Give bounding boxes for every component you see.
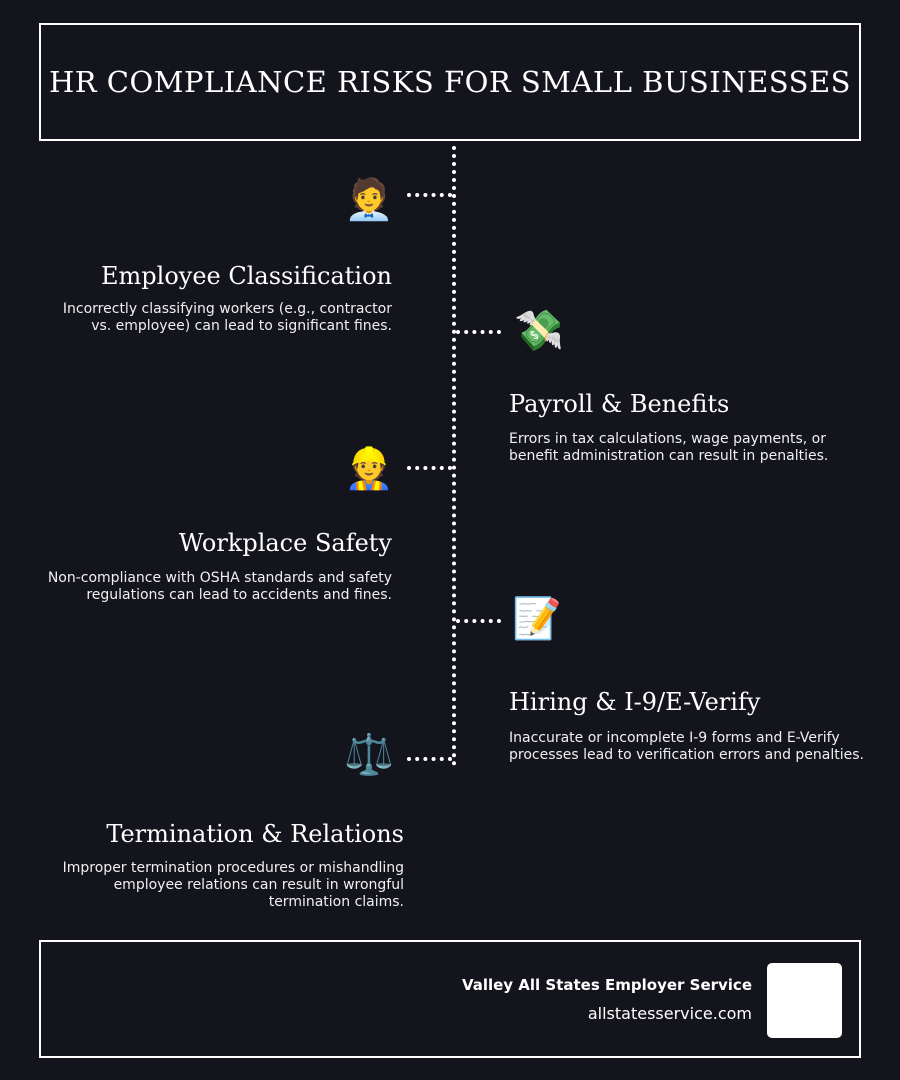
title-banner [39,23,861,141]
office-worker-icon: 🧑‍💼 [344,177,394,223]
item-title-employee-classification: Employee Classification [101,262,392,290]
page-title: HR COMPLIANCE RISKS FOR SMALL BUSINESSES [48,65,852,99]
item-title-hiring-i9: Hiring & I-9/E-Verify [509,688,761,716]
item-title-termination-relations: Termination & Relations [106,820,404,848]
money-with-wings-icon: 💸 [514,308,564,354]
company-logo [767,963,842,1038]
item-desc-termination-relations: Improper termination procedures or mishandling employee relations can result in wrongful termination claims. [62,860,404,910]
item-title-workplace-safety: Workplace Safety [178,529,392,557]
connector-workplace-safety [407,466,452,470]
item-title-payroll-benefits: Payroll & Benefits [509,390,730,418]
item-desc-employee-classification: Incorrectly classifying workers (e.g., contractor vs. employee) can lead to significant fines. [62,301,392,334]
item-desc-workplace-safety: Non-compliance with OSHA standards and safety regulations can lead to accidents and fines. [47,570,392,603]
construction-worker-icon: 👷 [344,446,394,492]
balance-scale-icon: ⚖️ [344,732,394,778]
memo-icon: 📝 [512,596,562,642]
timeline-spine [452,146,456,766]
connector-payroll-benefits [456,330,501,334]
company-name: Valley All States Employer Service [461,976,752,994]
footer-banner [39,940,861,1058]
connector-employee-classification [407,193,452,197]
connector-termination-relations [407,757,452,761]
connector-hiring-i9 [456,619,501,623]
item-desc-payroll-benefits: Errors in tax calculations, wage payments, or benefit administration can result in penalties. [509,431,829,464]
item-desc-hiring-i9: Inaccurate or incomplete I-9 forms and E-Verify processes lead to verification errors and penalties. [509,730,864,763]
company-url[interactable]: allstatesservice.com [587,1004,752,1023]
